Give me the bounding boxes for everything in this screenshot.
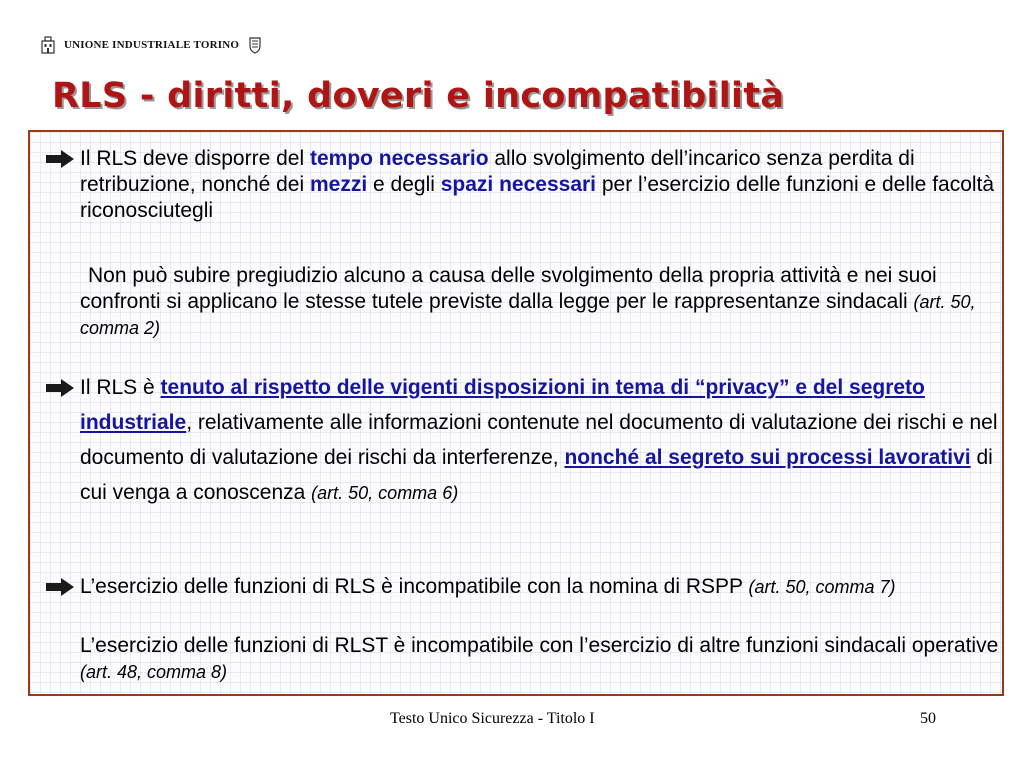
crest-logo-icon bbox=[247, 36, 263, 54]
emphasis-spazi-necessari: spazi necessari bbox=[440, 173, 597, 196]
page-number: 50 bbox=[920, 710, 936, 727]
article-reference: (art. 50, comma 6) bbox=[311, 483, 459, 503]
content-box bbox=[28, 130, 1004, 696]
arrow-right-icon bbox=[44, 149, 76, 169]
paragraph-incompatibilita-rlst: L’esercizio delle funzioni di RLST è incompatibile con l’esercizio di altre funzioni sindacali operative (art. 48, comma 8) bbox=[80, 634, 999, 682]
paragraph-tempo: Il RLS deve disporre del tempo necessario allo svolgimento dell’incarico senza perdita di retribuzione, nonché dei mezzi e degli spazi necessari per l’esercizio delle funzioni e delle facoltà riconosciutegli bbox=[80, 146, 1000, 224]
paragraph-privacy: Il RLS è tenuto al rispetto delle vigenti disposizioni in tema di “privacy” e del segreto industriale, relativamente alle informazioni contenute nel documento di valutazione dei rischi e nel documento di valutazione dei rischi da interferenze, nonché al segreto sui processi lavorativi di cui venga a conoscenza (art. 50, comma 6) bbox=[80, 370, 1000, 511]
header bbox=[40, 34, 263, 56]
emphasis-segreto-processi: nonché al segreto sui processi lavorativi bbox=[564, 446, 971, 469]
article-reference: (art. 50, comma 7) bbox=[748, 577, 896, 597]
org-name: UNIONE INDUSTRIALE TORINO bbox=[64, 39, 240, 51]
article-reference: (art. 50, comma 2) bbox=[80, 292, 976, 338]
slide-title: RLS - diritti, doveri e incompatibilità bbox=[52, 76, 785, 116]
emphasis-privacy: tenuto al rispetto delle vigenti disposizioni in tema di “privacy” e del segreto industriale bbox=[80, 376, 925, 434]
emphasis-mezzi: mezzi bbox=[310, 173, 368, 196]
arrow-right-icon bbox=[44, 378, 76, 398]
paragraph-pregiudizio: Non può subire pregiudizio alcuno a causa delle svolgimento della propria attività e nei suoi confronti si applicano le stesse tutele previste dalla legge per le rappresentanze sindacali (art. 50, comma 2) bbox=[80, 264, 976, 338]
article-reference: (art. 48, comma 8) bbox=[80, 662, 228, 682]
emphasis-tempo-necessario: tempo necessario bbox=[309, 147, 489, 170]
footer-caption: Testo Unico Sicurezza - Titolo I bbox=[390, 710, 595, 727]
paragraph-incompatibilita-rspp: L’esercizio delle funzioni di RLS è incompatibile con la nomina di RSPP (art. 50, comma 7) bbox=[80, 574, 1000, 600]
arrow-right-icon bbox=[44, 577, 76, 597]
building-logo-icon bbox=[40, 36, 56, 54]
